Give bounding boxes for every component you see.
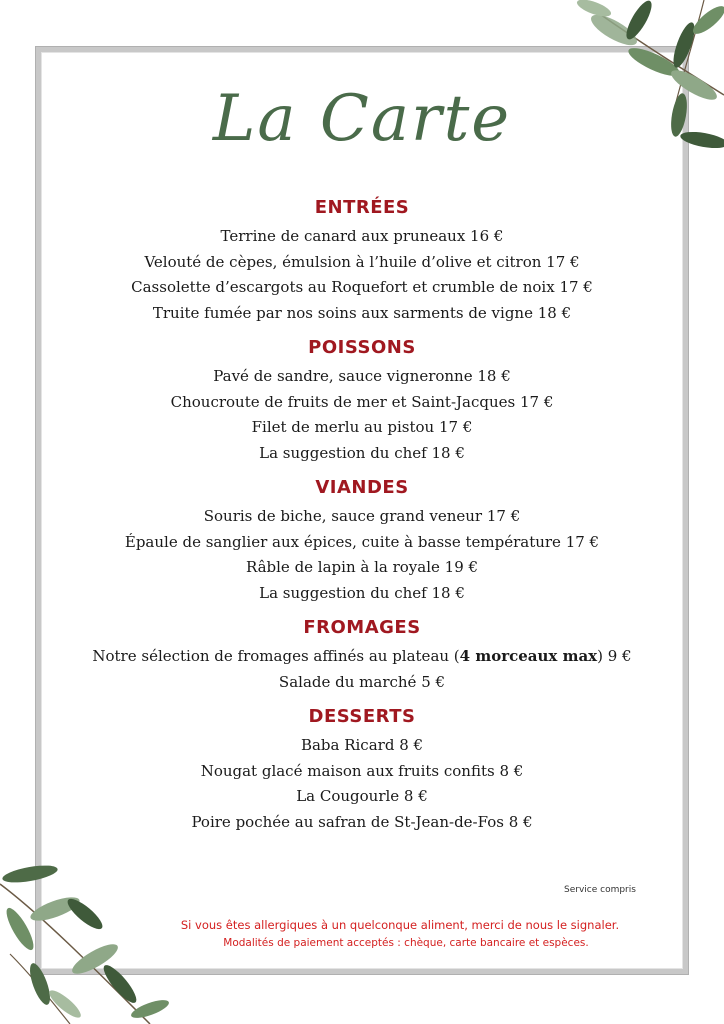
menu-item-text: Notre sélection de fromages affinés au plateau (	[92, 647, 460, 665]
menu-item: La Cougourle 8 €	[296, 787, 428, 805]
menu-sections	[0, 194, 724, 835]
menu-item: Filet de merlu au pistou 17 €	[251, 418, 473, 436]
menu-item: Choucroute de fruits de mer et Saint-Jacques 17 €	[170, 392, 554, 411]
menu-item: Velouté de cèpes, émulsion à l’huile d’olive et citron 17 €	[144, 252, 580, 271]
menu-item: Terrine de canard aux pruneaux 16 €	[220, 227, 504, 245]
menu-item: Pavé de sandre, sauce vigneronne 18 €	[213, 367, 511, 385]
allergy-notice: Si vous êtes allergiques à un quelconque aliment, merci de nous le signaler.	[180, 918, 620, 932]
menu-item-bold-text: 4 morceaux max	[459, 647, 598, 665]
menu-item: Truite fumée par nos soins aux sarments de vigne 18 €	[152, 303, 572, 322]
menu-item: Nougat glacé maison aux fruits confits 8 €	[200, 761, 524, 780]
menu-item	[0, 644, 724, 670]
menu-item: Cassolette d’escargots au Roquefort et crumble de noix 17 €	[131, 278, 593, 296]
section-title-desserts: DESSERTS	[308, 706, 416, 727]
menu-item: La suggestion du chef 18 €	[259, 583, 465, 602]
section-entrees	[0, 194, 724, 326]
menu-item: La suggestion du chef 18 €	[259, 443, 465, 462]
menu-item: Souris de biche, sauce grand veneur 17 €	[203, 507, 521, 525]
menu-title: La Carte	[212, 82, 512, 156]
section-fromages	[0, 614, 724, 695]
menu-item: Salade du marché 5 €	[278, 672, 446, 691]
section-title-fromages: FROMAGES	[303, 617, 421, 638]
payment-notice: Modalités de paiement acceptés : chèque, carte bancaire et espèces.	[223, 937, 589, 949]
menu-item: Baba Ricard 8 €	[300, 736, 424, 754]
service-note: Service compris	[564, 885, 636, 895]
section-viandes	[0, 474, 724, 606]
menu-item-text: ) 9 €	[597, 647, 632, 665]
menu-item: Épaule de sanglier aux épices, cuite à basse température 17 €	[124, 532, 600, 551]
section-poissons	[0, 334, 724, 466]
section-desserts	[0, 703, 724, 835]
section-title-poissons: POISSONS	[308, 337, 416, 358]
section-title-viandes: VIANDES	[315, 477, 409, 498]
section-title-entrees: ENTRÉES	[314, 197, 410, 218]
menu-item: Poire pochée au safran de St-Jean-de-Fos 8 €	[191, 812, 533, 831]
menu-item: Râble de lapin à la royale 19 €	[245, 558, 479, 576]
